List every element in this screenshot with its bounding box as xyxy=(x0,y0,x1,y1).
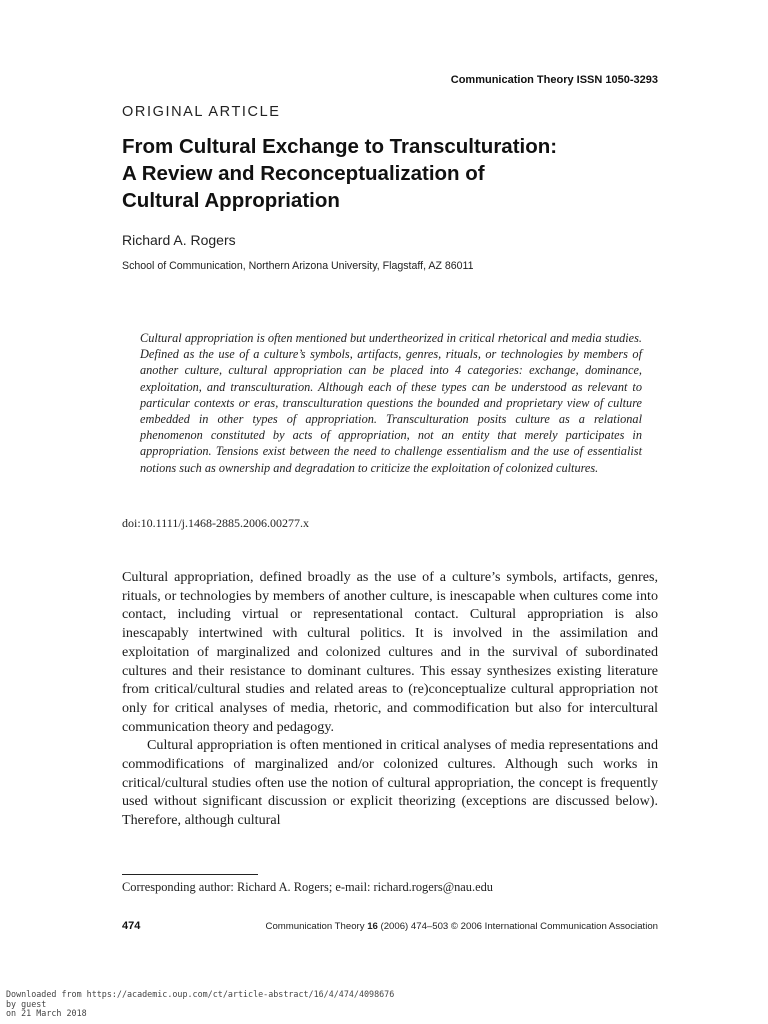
citation-footer xyxy=(266,921,658,932)
download-watermark xyxy=(6,990,394,1019)
citation-volume: 16 xyxy=(367,921,378,932)
corresponding-author-footnote: Corresponding author: Richard A. Rogers; e-mail: richard.rogers@nau.edu xyxy=(122,880,493,894)
author-affiliation: School of Communication, Northern Arizona University, Flagstaff, AZ 86011 xyxy=(122,260,474,272)
section-label: ORIGINAL ARTICLE xyxy=(122,104,281,120)
footnote-divider xyxy=(122,874,258,875)
body-paragraph-1: Cultural appropriation, defined broadly as the use of a culture’s symbols, artifacts, genres, rituals, or technologies by members of another culture, is inescapable when cultures come into contact, including virtual or representational contact. Cultural appropriation is also inescapably intertwined with cultural politics. It is involved in the assimilation and exploitation of marginalized and colonized cultures and in the survival of subordinated cultures and their resistance to dominant cultures. This essay synthesizes existing literature from critical/cultural studies and related areas to (re)conceptualize cultural appropriation not only for critical analyses of media, rhetoric, and commodification but also for intercultural communication theory and pedagogy. xyxy=(122,569,658,735)
download-note-line-3: on 21 March 2018 xyxy=(6,1008,87,1018)
journal-issn-header: Communication Theory ISSN 1050-3293 xyxy=(450,74,658,86)
download-note-line-2: by guest xyxy=(6,998,47,1009)
title-line-1: From Cultural Exchange to Transculturation: xyxy=(122,135,558,158)
citation-journal: Communication Theory xyxy=(265,921,368,932)
body-text xyxy=(122,568,658,830)
abstract: Cultural appropriation is often mentioned but undertheorized in critical rhetorical and media studies. Defined as the use of a culture’s symbols, artifacts, genres, rituals, or technologies by members of another culture, cultural appropriation can be placed into 4 categories: exchange, dominance, exploitation, and transculturation. Although each of these types can be understood as relevant to particular contexts or eras, transculturation questions the bounded and proprietary view of culture embedded in other types of appropriation. Transculturation posits culture as a relational phenomenon constituted by acts of appropriation, not an entity that merely participates in appropriation. Tensions exist between the need to challenge essentialism and the use of essentialist notions such as ownership and degradation to criticize the exploitation of colonized cultures. xyxy=(140,331,642,475)
title-line-2: A Review and Reconceptualization of xyxy=(122,162,485,185)
body-paragraph-2: Cultural appropriation is often mentioned in critical analyses of media representations and commodifications of marginalized and/or colonized cultures. Although such works in critical/cultural studies often use the notion of cultural appropriation, the concept is frequently used without significant discussion or explicit theorizing (exceptions are discussed below). Therefore, although cultural xyxy=(122,737,658,829)
page-number: 474 xyxy=(122,920,141,932)
download-note-line-1: Downloaded from https://academic.oup.com/ct/article-abstract/16/4/474/4098676 xyxy=(6,989,395,999)
citation-rest: (2006) 474–503 © 2006 International Communication Association xyxy=(377,921,658,932)
doi[interactable]: doi:10.1111/j.1468-2885.2006.00277.x xyxy=(122,516,309,530)
article-title xyxy=(122,133,682,214)
title-line-3: Cultural Appropriation xyxy=(122,189,340,212)
author-name: Richard A. Rogers xyxy=(122,232,236,248)
